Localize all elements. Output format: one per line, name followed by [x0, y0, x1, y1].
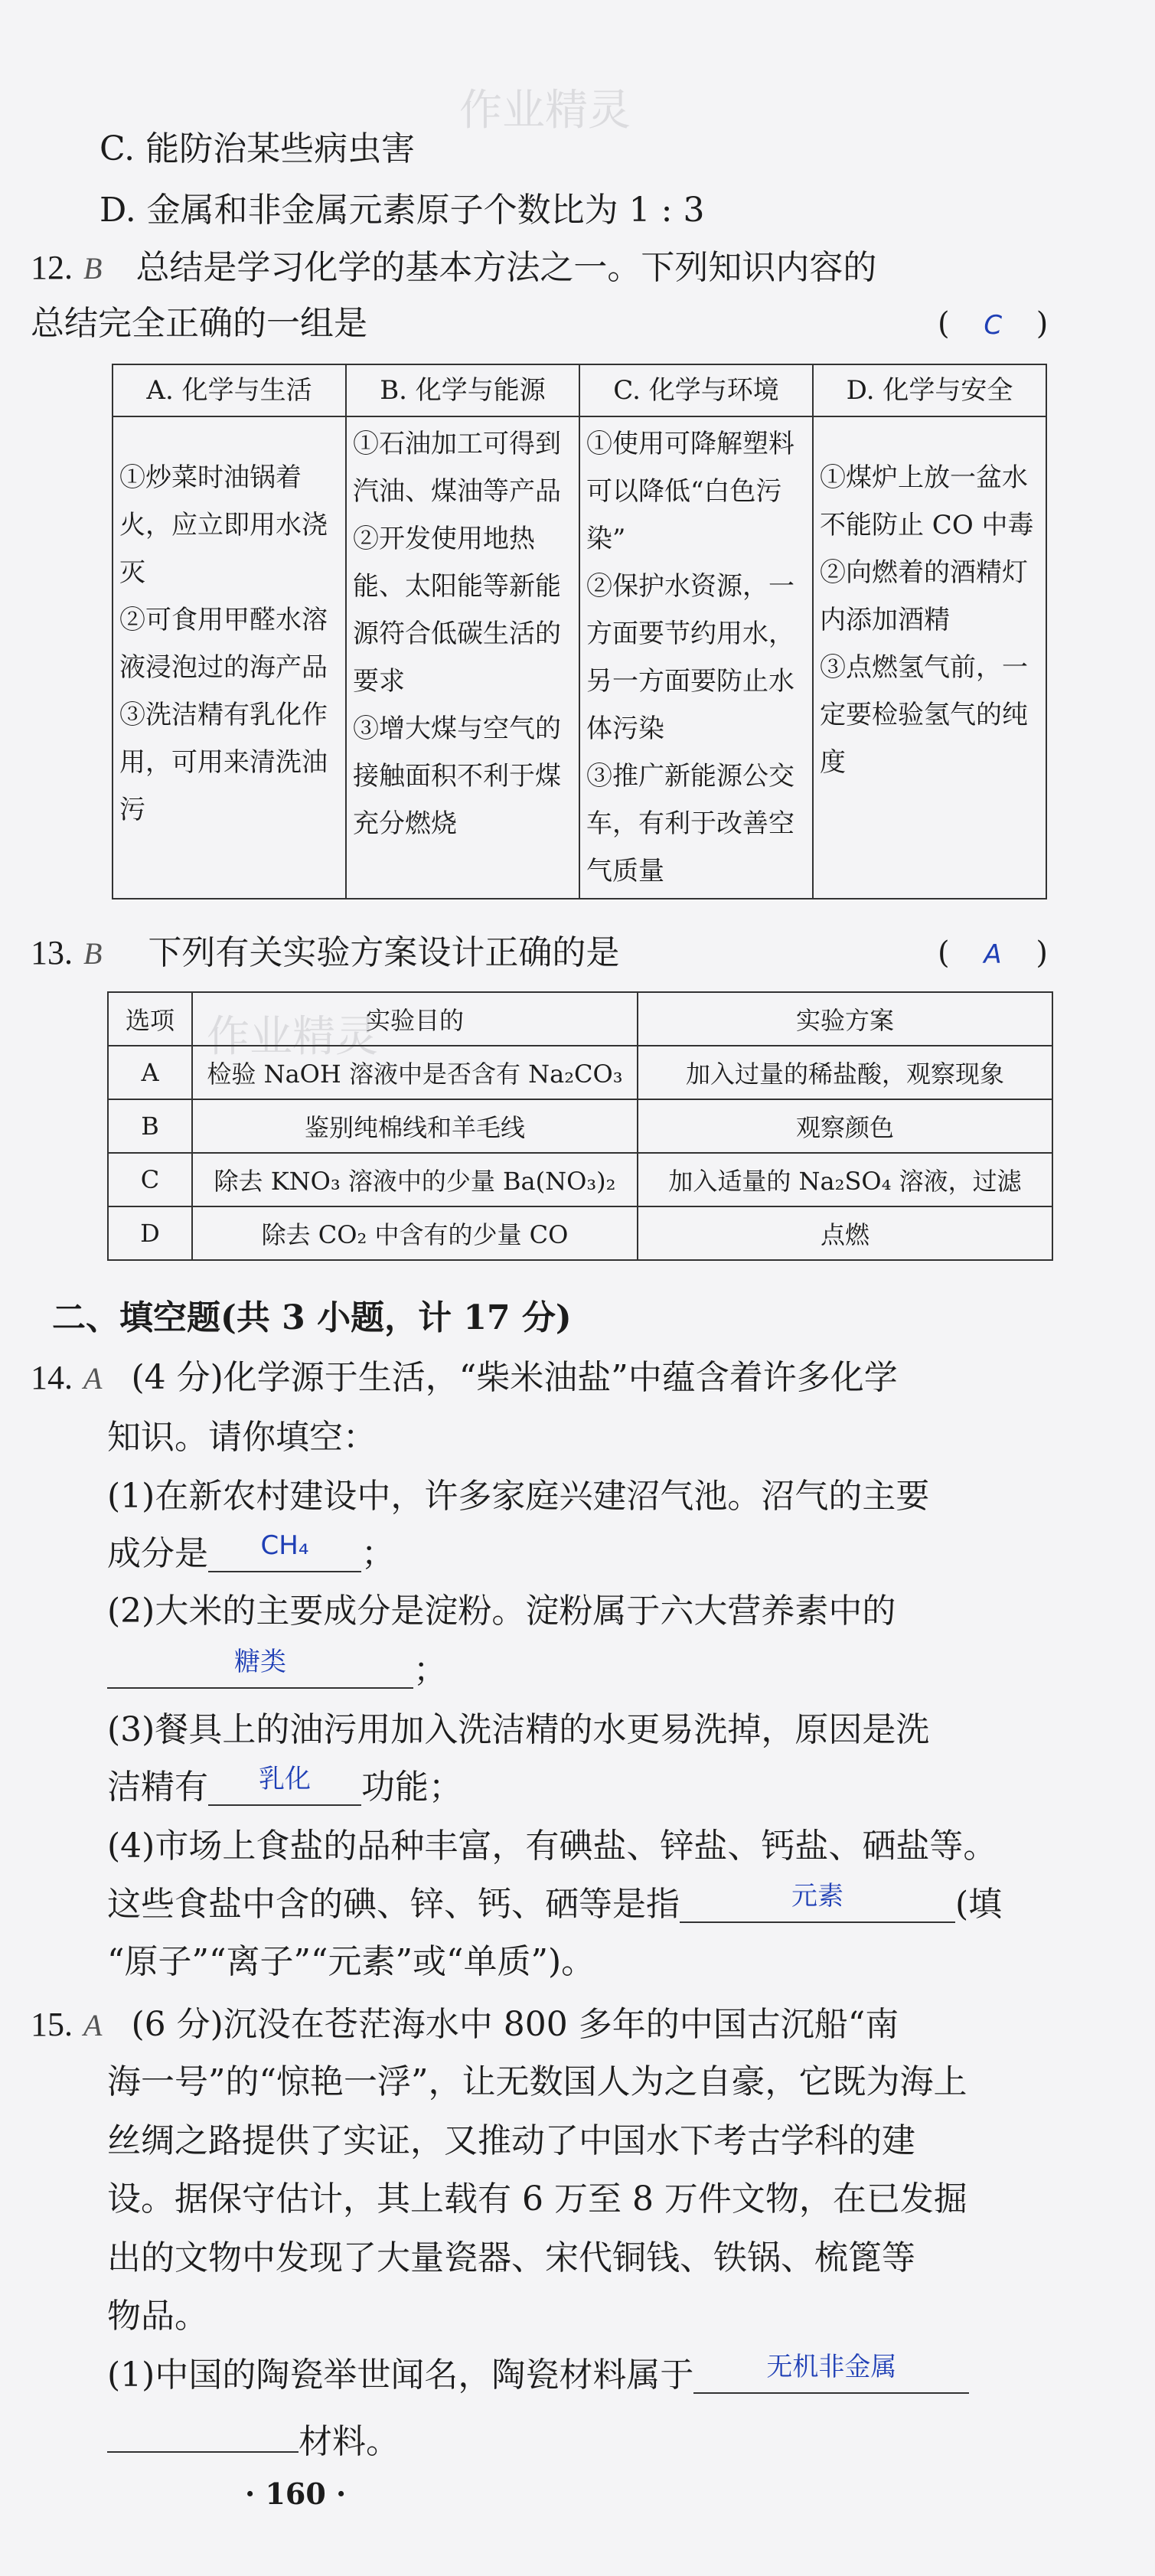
answer-blank [680, 1882, 955, 1923]
table-cell: ①炒菜时油锅着火，应立即用水浇灭 ②可食用甲醛水溶液浸泡过的海产品 ③洗洁精有乳化作用，可用来清洗油污 [113, 416, 346, 899]
table-cell: 加入过量的稀盐酸，观察现象 [638, 1046, 1052, 1099]
table-header: 实验方案 [638, 992, 1052, 1046]
q14-4-line3: “原子”“离子”“元素”或“单质”)。 [107, 1942, 595, 1981]
table-header: D. 化学与安全 [813, 364, 1046, 416]
q14-4-line1: (4)市场上食盐的品种丰富，有碘盐、锌盐、钙盐、硒盐等。 [107, 1827, 997, 1866]
handwritten-answer: 乳化 [259, 1764, 311, 1794]
option-d-q11: D. 金属和非金属元素原子个数比为 1 : 3 [100, 191, 705, 230]
option-c-q11: C. 能防治某些病虫害 [100, 129, 416, 168]
q14-1-line2 [107, 1531, 395, 1577]
handwritten-mark: A [83, 2008, 103, 2042]
summary-table [112, 364, 1047, 899]
question-14-line2: 知识。请你填空： [107, 1418, 377, 1457]
handwritten-answer: 糖类 [234, 1647, 286, 1677]
paren-left: ( [938, 306, 950, 341]
text: ； [413, 1650, 447, 1690]
answer-blank [107, 2411, 299, 2453]
q14-2-line2 [107, 1647, 447, 1693]
handwritten-answer: 元素 [791, 1881, 843, 1912]
question-12-line1 [31, 245, 876, 292]
answer-blank [107, 1647, 413, 1689]
handwritten-mark: B [83, 936, 103, 971]
q14-4-line2 [107, 1882, 1002, 1928]
question-15-line1 [31, 2002, 899, 2049]
handwritten-mark: B [83, 251, 103, 286]
handwritten-answer: A [984, 939, 1002, 970]
text: (1)中国的陶瓷举世闻名，陶瓷材料属于 [107, 2356, 694, 2395]
question-text: (4 分)化学源于生活，“柴米油盐”中蕴含着许多化学 [131, 1358, 898, 1397]
section-heading: 二、填空题(共 3 小题，计 17 分) [52, 1298, 572, 1337]
paren-right: ) [1036, 306, 1049, 341]
question-15-line2: 海一号”的“惊艳一浮”，让无数国人为之自豪，它既为海上 [107, 2062, 967, 2101]
table-cell: ①石油加工可得到汽油、煤油等产品 ②开发使用地热能、太阳能等新能源符合低碳生活的要求 ③增大煤与空气的接触面积不利于煤充分燃烧 [346, 416, 579, 899]
table-header: A. 化学与生活 [113, 364, 346, 416]
table-cell: 检验 NaOH 溶液中是否含有 Na₂CO₃ [192, 1046, 638, 1099]
answer-blank [208, 1765, 361, 1806]
text: 这些食盐中含的碘、锌、钙、硒等是指 [107, 1885, 680, 1924]
table-row [108, 1153, 1052, 1206]
handwritten-answer: CH₄ [260, 1530, 309, 1561]
q14-1-line1: (1)在新农村建设中，许多家庭兴建沼气池。沼气的主要 [107, 1477, 930, 1516]
page-number: · 160 · [245, 2476, 347, 2511]
question-text: 下列有关实验方案设计正确的是 [148, 933, 620, 972]
question-15-line5: 出的文物中发现了大量瓷器、宋代铜钱、铁锅、梳篦等 [107, 2238, 915, 2277]
q15-1-line1 [107, 2352, 969, 2398]
answer-blank [208, 1531, 361, 1572]
table-header: B. 化学与能源 [346, 364, 579, 416]
table-header: 选项 [108, 992, 192, 1046]
table-row [108, 1046, 1052, 1099]
text: 成分是 [107, 1534, 208, 1573]
question-15-line3: 丝绸之路提供了实证，又推动了中国水下考古学科的建 [107, 2121, 915, 2160]
answer-blank [693, 2352, 969, 2394]
watermark-top: 作业精灵 [459, 86, 631, 135]
paren-left: ( [938, 935, 950, 971]
table-cell: 除去 CO₂ 中含有的少量 CO [192, 1206, 638, 1260]
handwritten-answer: C [984, 310, 1003, 341]
experiment-table [107, 991, 1053, 1261]
handwritten-mark: A [83, 1361, 103, 1396]
question-12-line2: 总结完全正确的一组是 [31, 304, 367, 343]
q14-3-line1: (3)餐具上的油污用加入洗洁精的水更易洗掉，原因是洗 [107, 1710, 930, 1749]
question-number: 12. [31, 249, 73, 286]
table-cell: A [108, 1046, 192, 1099]
paren-right: ) [1036, 935, 1048, 971]
q14-3-line2 [107, 1765, 462, 1810]
table-cell: C [108, 1153, 192, 1206]
table-cell: 观察颜色 [638, 1099, 1052, 1153]
watermark-mid: 作业精灵 [207, 1012, 378, 1062]
question-number: 14. [31, 1359, 73, 1396]
table-cell: 加入适量的 Na₂SO₄ 溶液，过滤 [638, 1153, 1052, 1206]
table-row [108, 1206, 1052, 1260]
q14-2-line1: (2)大米的主要成分是淀粉。淀粉属于六大营养素中的 [107, 1592, 896, 1631]
table-header: 实验目的 [192, 992, 638, 1046]
table-cell: 鉴别纯棉线和羊毛线 [192, 1099, 638, 1153]
table-cell: 除去 KNO₃ 溶液中的少量 Ba(NO₃)₂ [192, 1153, 638, 1206]
text: 材料。 [299, 2422, 400, 2461]
question-text: (6 分)沉没在苍茫海水中 800 多年的中国古沉船“南 [131, 2005, 899, 2044]
handwritten-answer: 无机非金属 [766, 2352, 897, 2382]
answer-parentheses-13 [938, 930, 1048, 978]
text: (填 [955, 1885, 1003, 1924]
table-header: C. 化学与环境 [579, 364, 813, 416]
question-number: 13. [31, 934, 73, 971]
question-15-line6: 物品。 [107, 2297, 208, 2336]
table-cell: 点燃 [638, 1206, 1052, 1260]
q15-1-line2 [107, 2411, 400, 2465]
question-number: 15. [31, 2006, 73, 2043]
table-cell: ①煤炉上放一盆水不能防止 CO 中毒 ②向燃着的酒精灯内添加酒精 ③点燃氢气前，一定要检验氢气的纯度 [813, 416, 1046, 899]
text: 功能； [361, 1768, 462, 1807]
table-cell: D [108, 1206, 192, 1260]
question-14-line1 [31, 1355, 898, 1402]
text: 洁精有 [107, 1768, 208, 1807]
text: ； [361, 1534, 395, 1573]
answer-parentheses-12 [938, 301, 1048, 348]
question-13-line [31, 930, 619, 977]
question-text: 总结是学习化学的基本方法之一。下列知识内容的 [135, 248, 877, 287]
question-15-line4: 设。据保守估计，其上载有 6 万至 8 万件文物，在已发掘 [107, 2179, 967, 2218]
table-cell: ①使用可降解塑料可以降低“白色污染” ②保护水资源，一方面要节约用水，另一方面要防止水体污染 ③推广新能源公交车，有利于改善空气质量 [579, 416, 813, 899]
table-cell: B [108, 1099, 192, 1153]
table-row [108, 1099, 1052, 1153]
